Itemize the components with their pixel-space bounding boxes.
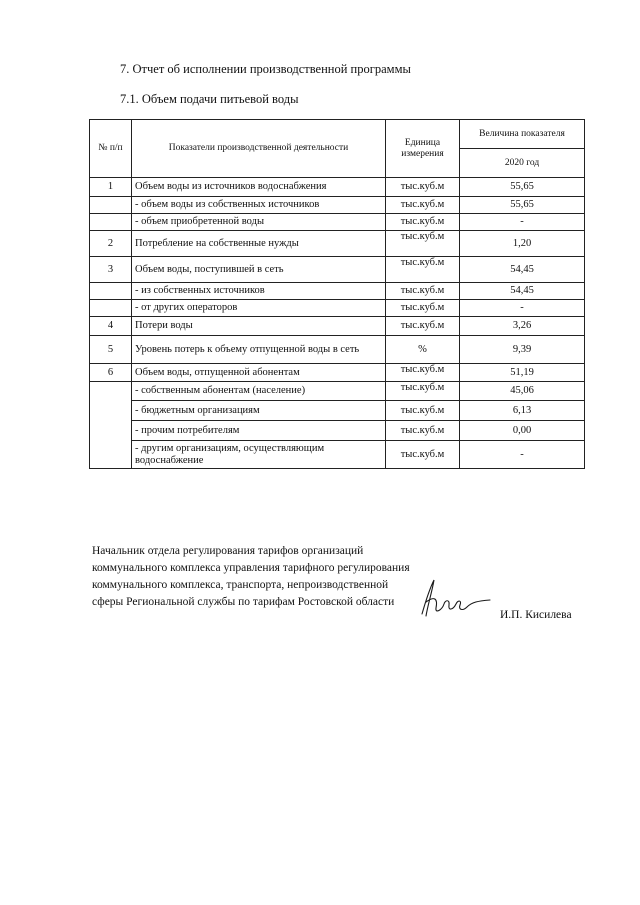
row-num: 6	[90, 364, 132, 382]
row-unit: тыс.куб.м	[386, 317, 460, 336]
table-row	[90, 401, 585, 421]
table-row	[90, 300, 585, 317]
row-value: 55,65	[460, 197, 585, 214]
row-name: - объем воды из собственных источников	[132, 197, 386, 214]
row-num	[90, 197, 132, 214]
row-name: - из собственных источников	[132, 283, 386, 300]
header-unit: Единица измерения	[386, 120, 460, 178]
row-unit: %	[386, 336, 460, 364]
row-value: 6,13	[460, 401, 585, 421]
row-name: Потери воды	[132, 317, 386, 336]
table-row	[90, 317, 585, 336]
row-unit: тыс.куб.м	[386, 283, 460, 300]
row-value: 54,45	[460, 283, 585, 300]
row-unit: тыс.куб.м	[386, 197, 460, 214]
row-unit: тыс.куб.м	[386, 257, 460, 283]
row-unit: тыс.куб.м	[386, 364, 460, 382]
row-unit: тыс.куб.м	[386, 382, 460, 401]
table-row	[90, 178, 585, 197]
row-num	[90, 300, 132, 317]
table-row	[90, 421, 585, 441]
table-row	[90, 197, 585, 214]
row-unit: тыс.куб.м	[386, 214, 460, 231]
section-heading: 7. Отчет об исполнении производственной программы	[120, 62, 411, 76]
row-unit: тыс.куб.м	[386, 231, 460, 257]
header-num: № п/п	[90, 120, 132, 178]
signer-name: И.П. Кисилева	[500, 609, 572, 621]
row-name: Объем воды, поступившей в сеть	[132, 257, 386, 283]
table-row	[90, 231, 585, 257]
row-name: Объем воды, отпущенной абонентам	[132, 364, 386, 382]
header-value-group: Величина показателя	[460, 120, 585, 149]
row-num: 1	[90, 178, 132, 197]
row-num: 5	[90, 336, 132, 364]
table-row	[90, 283, 585, 300]
row-name: - собственным абонентам (население)	[132, 382, 386, 401]
row-unit: тыс.куб.м	[386, 421, 460, 441]
row-name: - бюджетным организациям	[132, 401, 386, 421]
row-value: 0,00	[460, 421, 585, 441]
row-name: Объем воды из источников водоснабжения	[132, 178, 386, 197]
signatory-position: Начальник отдела регулирования тарифов организаций коммунального комплекса управления тарифного регулирования коммунального комплекса, транспорта, непроизводственной сферы Региональной службы по тарифам Ростовской области	[92, 545, 410, 608]
header-indicator: Показатели производственной деятельности	[132, 120, 386, 178]
row-unit: тыс.куб.м	[386, 441, 460, 469]
row-name: - от других операторов	[132, 300, 386, 317]
row-value: 1,20	[460, 231, 585, 257]
row-name: - объем приобретенной воды	[132, 214, 386, 231]
row-value: -	[460, 441, 585, 469]
subsection-heading: 7.1. Объем подачи питьевой воды	[120, 92, 299, 106]
row-value: -	[460, 214, 585, 231]
row-num	[90, 382, 132, 469]
row-unit: тыс.куб.м	[386, 401, 460, 421]
row-unit: тыс.куб.м	[386, 178, 460, 197]
row-name: Потребление на собственные нужды	[132, 231, 386, 257]
row-name: Уровень потерь к объему отпущенной воды в сеть	[132, 336, 386, 364]
handwritten-signature	[412, 574, 494, 626]
row-name: - прочим потребителям	[132, 421, 386, 441]
row-value: 54,45	[460, 257, 585, 283]
water-supply-table	[89, 119, 585, 469]
row-num: 3	[90, 257, 132, 283]
row-unit: тыс.куб.м	[386, 300, 460, 317]
table-row	[90, 441, 585, 469]
row-value: 51,19	[460, 364, 585, 382]
row-num: 4	[90, 317, 132, 336]
header-year: 2020 год	[460, 149, 585, 178]
row-num	[90, 214, 132, 231]
row-value: 55,65	[460, 178, 585, 197]
row-value: -	[460, 300, 585, 317]
table-row	[90, 257, 585, 283]
row-value: 3,26	[460, 317, 585, 336]
row-value: 9,39	[460, 336, 585, 364]
row-num: 2	[90, 231, 132, 257]
table-row	[90, 382, 585, 401]
row-name: - другим организациям, осуществляющим водоснабжение	[132, 441, 386, 469]
table-row	[90, 214, 585, 231]
table-row	[90, 364, 585, 382]
table-row	[90, 336, 585, 364]
row-num	[90, 283, 132, 300]
row-value: 45,06	[460, 382, 585, 401]
